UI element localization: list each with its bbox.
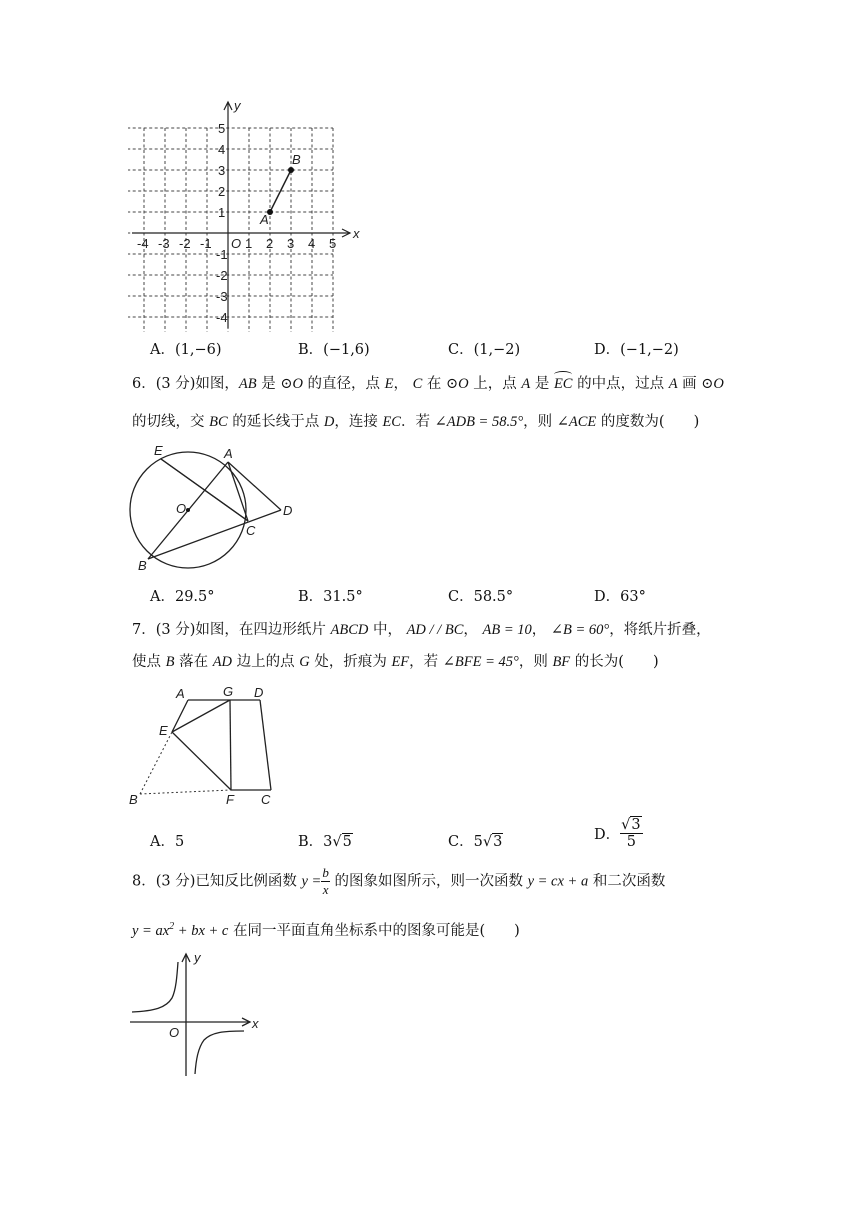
y-tick-label: -4	[216, 310, 228, 325]
x-axis-label: x	[252, 1016, 259, 1031]
fraction-b-over-x: $\frac{b}{x}$	[322, 865, 329, 897]
hyperbola-branch-right	[195, 1031, 244, 1074]
y-tick-label: 1	[218, 205, 226, 220]
label-f: F	[226, 792, 234, 807]
label-d: D	[254, 685, 264, 700]
x-tick-label: 2	[266, 236, 274, 251]
y-axis-label: y	[194, 950, 201, 965]
label-a: A	[224, 446, 233, 461]
y-tick-label: -2	[216, 268, 228, 283]
x-tick-label: 5	[329, 236, 337, 251]
segment-be-dotted	[140, 732, 172, 794]
q7-quadrilateral-figure	[126, 682, 286, 810]
segment-dc	[260, 700, 271, 790]
q6-option-c[interactable]: C．58.5°	[448, 589, 514, 605]
y-tick-label: -3	[216, 289, 228, 304]
center-o-point	[186, 508, 190, 512]
point-b-label: B	[292, 152, 301, 167]
q6-stem-line1: 6．(3 分)如图，AB 是 ⊙O 的直径，点 E， C 在 ⊙O 上，点 A 是 EC 的中点，过点 A 画 ⊙O	[132, 376, 724, 392]
point-a-label: A	[260, 212, 269, 227]
q7-option-b[interactable]: B．3√5	[298, 834, 352, 850]
q6-option-d[interactable]: D．63°	[594, 589, 646, 605]
q6-circle-figure	[124, 440, 304, 574]
sqrt-symbol: √	[332, 834, 342, 850]
origin-label: O	[169, 1025, 180, 1040]
q5-coordinate-grid	[128, 96, 368, 332]
q7-option-d[interactable]: D． $\frac{√3}{5}$	[594, 817, 641, 850]
q8-stem-line1: 8．(3 分)已知反比例函数 y = $\frac{b}{x}$ 的图象如图所示，则一次函数 y = cx + a 和二次函数	[132, 865, 666, 897]
label-b: B	[129, 792, 138, 807]
q6-answer-blank[interactable]: ( )	[658, 414, 700, 430]
label-a: A	[176, 686, 185, 701]
segment-gf	[230, 700, 231, 790]
origin-label: O	[231, 236, 242, 251]
point-b	[288, 167, 294, 173]
q5-option-d[interactable]: D．(−1,−2)	[594, 342, 679, 358]
q5-option-c[interactable]: C．(1,−2)	[448, 342, 521, 358]
label-b: B	[138, 558, 147, 573]
y-tick-label: 4	[218, 142, 226, 157]
q7-option-a[interactable]: A．5	[150, 834, 185, 850]
x-tick-label: -4	[137, 236, 149, 251]
y-axis-label: y	[234, 98, 241, 113]
label-g: G	[223, 684, 234, 699]
label-o: O	[176, 501, 187, 516]
x-tick-label: -2	[179, 236, 191, 251]
q6-stem-line2: 的切线，交 BC 的延长线于点 D，连接 EC．若 ∠ADB = 58.5°，则 ∠ACE 的度数为( )	[132, 414, 700, 430]
q5-option-b[interactable]: B．(−1,6)	[298, 342, 370, 358]
q8-answer-blank[interactable]: ( )	[479, 922, 520, 939]
q8-hyperbola-figure	[126, 948, 266, 1082]
label-c: C	[261, 792, 271, 807]
q5-option-a[interactable]: A．(1,−6)	[150, 342, 222, 358]
q6-option-a[interactable]: A．29.5°	[150, 589, 215, 605]
q7-stem-line2: 使点 B 落在 AD 边上的点 G 处，折痕为 EF，若 ∠BFE = 45°，则 BF 的长为( )	[132, 654, 659, 670]
x-axis-label: x	[353, 226, 360, 241]
label-c: C	[246, 523, 256, 538]
label-d: D	[283, 503, 293, 518]
segment-ef	[172, 732, 231, 790]
sqrt-symbol: √	[482, 834, 493, 850]
q7-answer-blank[interactable]: ( )	[618, 654, 659, 670]
y-tick-label: -1	[216, 247, 228, 262]
y-tick-label: 2	[218, 184, 226, 199]
x-tick-label: -1	[200, 236, 212, 251]
arc-ec: EC	[553, 376, 573, 392]
x-tick-label: 1	[245, 236, 253, 251]
x-tick-label: -3	[158, 236, 170, 251]
label-e: E	[159, 723, 168, 738]
fraction-sqrt3-over-5: $\frac{√3}{5}$	[621, 817, 641, 850]
q7-stem-line1: 7．(3 分)如图，在四边形纸片 ABCD 中， AD / / BC， AB = 10， ∠B = 60°，将纸片折叠，	[132, 622, 711, 638]
label-e: E	[154, 443, 163, 458]
q8-stem-line2: $y = ax^2$ + bx + c 在同一平面直角坐标系中的图象可能是( )	[132, 921, 520, 939]
x-tick-label: 3	[287, 236, 295, 251]
y-tick-label: 3	[218, 163, 226, 178]
segment-bf-dotted	[140, 790, 231, 794]
hyperbola-branch-left	[132, 962, 178, 1012]
y-tick-label: 5	[218, 121, 226, 136]
q6-option-b[interactable]: B．31.5°	[298, 589, 363, 605]
x-tick-label: 4	[308, 236, 316, 251]
q7-option-c[interactable]: C．5√3	[448, 834, 503, 850]
